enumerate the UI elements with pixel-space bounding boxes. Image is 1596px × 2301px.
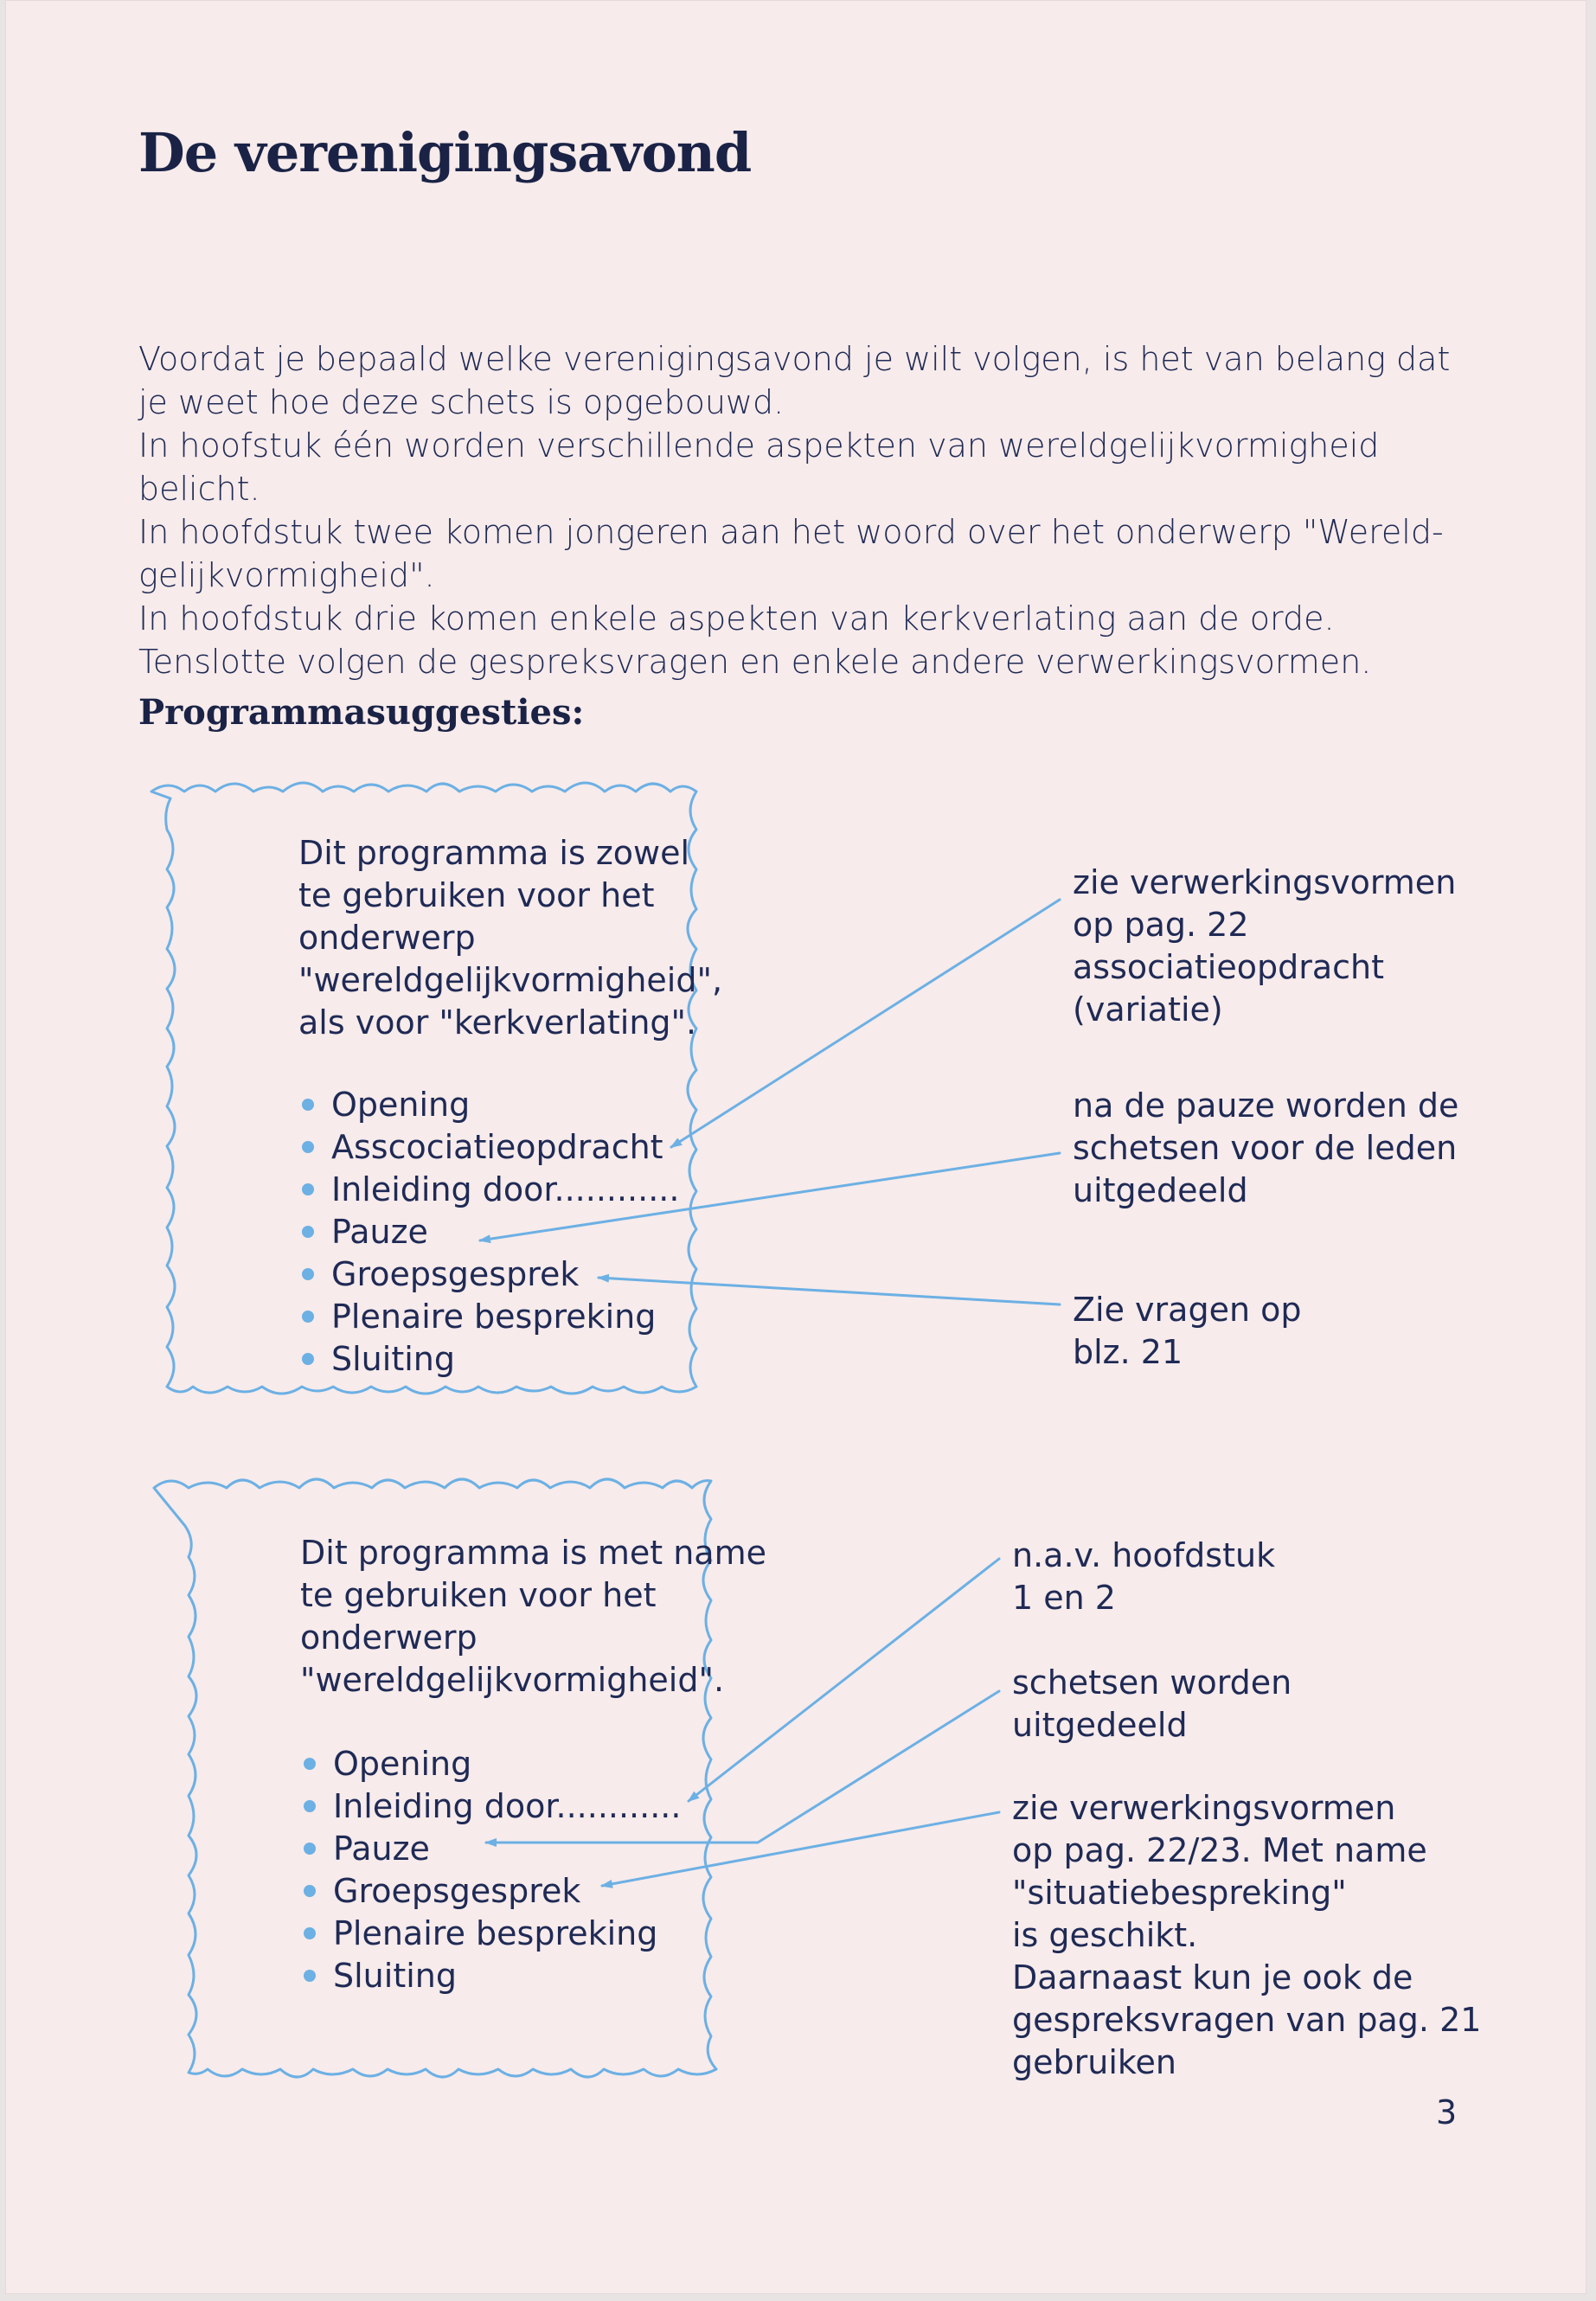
list-item: Sluiting <box>300 1955 766 1997</box>
list-item: Pauze <box>298 1211 722 1253</box>
program2-description-line: Dit programma is met name <box>300 1534 766 1572</box>
program1-list <box>298 1084 722 1381</box>
note-line: blz. 21 <box>1073 1333 1183 1371</box>
program2-note-2 <box>1012 1662 1292 1747</box>
note-line: (variatie) <box>1073 990 1223 1029</box>
list-item: Groepsgesprek <box>298 1253 722 1296</box>
list-item: Groepsgesprek <box>300 1870 766 1913</box>
intro-line: Voordat je bepaald welke verenigingsavond je wilt volgen, is het van belang dat je weet hoe deze schets is opgebouwd. <box>138 340 1451 421</box>
program1-description-line: te gebruiken voor het <box>298 876 655 914</box>
note-line: Daarnaast kun je ook de <box>1012 1958 1413 1997</box>
program2-description-line: te gebruiken voor het <box>300 1576 657 1614</box>
note-line: Zie vragen op <box>1073 1291 1302 1329</box>
note-line: schetsen worden <box>1012 1663 1292 1702</box>
note-line: gebruiken <box>1012 2043 1176 2081</box>
program1-note-3 <box>1073 1289 1301 1374</box>
program1-description-line: Dit programma is zowel <box>298 834 690 872</box>
program2-list <box>300 1743 766 1997</box>
note-line: zie verwerkingsvormen <box>1012 1789 1396 1827</box>
intro-line: In hoofdstuk twee komen jongeren aan het woord over het onderwerp "Wereld-gelijkvormigheid". <box>138 513 1444 594</box>
note-line: zie verwerkingsvormen <box>1073 863 1457 901</box>
program1-note-2 <box>1073 1085 1458 1212</box>
program2-content <box>300 1532 766 1997</box>
list-item: Asscociatieopdracht <box>298 1126 722 1169</box>
list-item: Plenaire bespreking <box>298 1296 722 1338</box>
note-line: gespreksvragen van pag. 21 <box>1012 2001 1482 2039</box>
note-line: op pag. 22 <box>1073 906 1249 944</box>
intro-line: In hoofdstuk drie komen enkele aspekten van kerkverlating aan de orde. <box>138 599 1335 638</box>
list-item: Opening <box>298 1084 722 1126</box>
program2-note-1 <box>1012 1535 1275 1619</box>
arrow-to-associatieopdracht <box>671 900 1060 1147</box>
note-line: associatieopdracht <box>1073 948 1384 986</box>
page-title: De verenigingsavond <box>138 121 752 184</box>
note-line: uitgedeeld <box>1012 1706 1188 1744</box>
note-line: n.a.v. hoofdstuk <box>1012 1536 1276 1574</box>
program1-note-1 <box>1073 862 1456 1031</box>
program2-note-3 <box>1012 1787 1481 2084</box>
program1-description-line: als voor "kerkverlating". <box>298 1003 697 1042</box>
note-line: is geschikt. <box>1012 1916 1198 1954</box>
program1-description-line: "wereldgelijkvormigheid", <box>298 961 723 999</box>
list-item: Opening <box>300 1743 766 1785</box>
intro-line: Tenslotte volgen de gespreksvragen en enkele andere verwerkingsvormen. <box>138 643 1372 681</box>
program1-description-line: onderwerp <box>298 919 476 957</box>
list-item: Inleiding door............ <box>298 1169 722 1211</box>
program2-description-line: onderwerp <box>300 1618 478 1657</box>
note-line: schetsen voor de leden <box>1073 1129 1458 1167</box>
note-line: na de pauze worden de <box>1073 1086 1459 1125</box>
page-number: 3 <box>1436 2093 1458 2131</box>
intro-line: In hoofstuk één worden verschillende aspekten van wereldgelijkvormigheid belicht. <box>138 426 1380 508</box>
list-item: Sluiting <box>298 1338 722 1381</box>
list-item: Pauze <box>300 1828 766 1870</box>
note-line: uitgedeeld <box>1073 1171 1248 1209</box>
program2-description-line: "wereldgelijkvormigheid". <box>300 1661 725 1699</box>
note-line: "situatiebespreking" <box>1012 1874 1347 1912</box>
program1-content <box>298 832 722 1381</box>
note-line: op pag. 22/23. Met name <box>1012 1831 1427 1869</box>
section-heading: Programmasuggesties: <box>138 692 585 733</box>
list-item: Inleiding door............ <box>300 1785 766 1828</box>
note-line: 1 en 2 <box>1012 1579 1116 1617</box>
list-item: Plenaire bespreking <box>300 1913 766 1955</box>
